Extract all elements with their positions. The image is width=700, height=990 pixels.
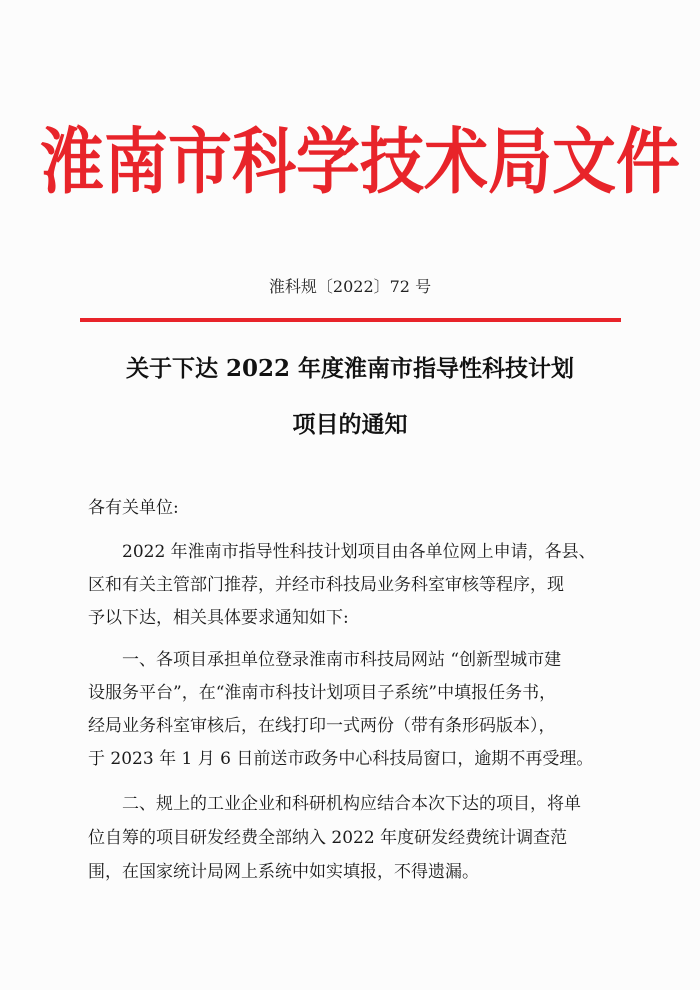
agency-header: 淮南市科学技术局文件 [40, 121, 680, 205]
body-paragraph-line: 予以下达，相关具体要求通知如下: [88, 608, 349, 628]
body-paragraph-line: 一、各项目承担单位登录淮南市科技局网站 “创新型城市建 [122, 650, 562, 670]
body-paragraph-line: 经局业务科室审核后，在线打印一式两份（带有条形码版本）， [88, 716, 556, 736]
body-paragraph-line: 区和有关主管部门推荐，并经市科技局业务科室审核等程序，现 [88, 575, 564, 595]
red-divider-line [80, 318, 621, 322]
body-paragraph-line: 设服务平台”，在“淮南市科技计划项目子系统”中填报任务书， [88, 683, 557, 703]
salutation: 各有关单位: [88, 498, 179, 518]
notice-title-line-2: 项目的通知 [292, 411, 408, 438]
body-paragraph-line: 二、规上的工业企业和科研机构应结合本次下达的项目，将单 [122, 794, 581, 814]
document-number: 淮科规〔2022〕72 号 [268, 277, 432, 296]
body-paragraph-line: 围，在国家统计局网上系统中如实填报，不得遗漏。 [88, 862, 479, 882]
body-paragraph-line: 位自筹的项目研发经费全部纳入 2022 年度研发经费统计调查范 [88, 828, 568, 848]
body-paragraph-line: 于 2023 年 1 月 6 日前送市政务中心科技局窗口，逾期不再受理。 [88, 749, 594, 769]
body-paragraph-line: 2022 年淮南市指导性科技计划项目由各单位网上申请，各县、 [122, 542, 596, 562]
notice-title-line-1: 关于下达 2022 年度淮南市指导性科技计划 [125, 355, 575, 382]
